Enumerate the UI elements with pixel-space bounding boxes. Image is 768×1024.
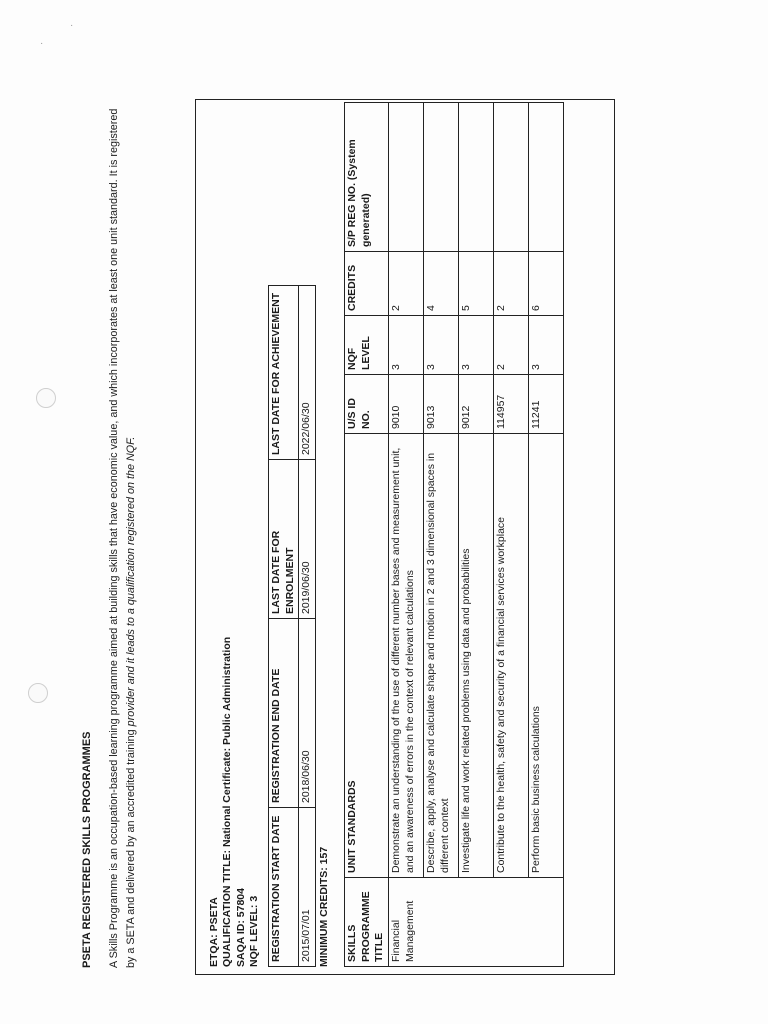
credits-cell: 2 [493,252,528,316]
credits-cell: 5 [458,252,493,316]
nqf-level-cell: 3 [388,316,423,375]
punch-hole [36,388,56,408]
credits-cell: 2 [388,252,423,316]
unit-standard-cell: Perform basic business calculations [528,434,563,878]
etqa-line: ETQA: PSETA [208,897,220,967]
rotated-document-page [80,90,680,990]
header-us-id: U/S ID NO. [345,375,389,434]
programme-frame [195,99,615,975]
page-title: PSETA REGISTERED SKILLS PROGRAMMES [81,731,93,968]
us-id-cell: 9013 [423,375,458,434]
sp-reg-no-cell [528,103,563,252]
registration-start-date: 2015/07/01 [299,808,316,967]
table-row [493,103,528,967]
header-registration-end-date: REGISTRATION END DATE [269,619,299,808]
unit-standards-table [344,102,564,967]
us-id-cell: 114957 [493,375,528,434]
credits-cell: 4 [423,252,458,316]
intro-paragraph [106,108,139,968]
credits-cell: 6 [528,252,563,316]
saqa-id-line: SAQA ID: 57804 [234,888,247,967]
qualification-meta [208,637,262,967]
table-row [528,103,563,967]
header-nqf-level: NQF LEVEL [345,316,389,375]
scan-speck: · [70,20,74,31]
minimum-credits: MINIMUM CREDITS: 157 [318,846,330,967]
sp-reg-no-cell [423,103,458,252]
header-credits: CREDITS [345,252,389,316]
header-last-date-achievement: LAST DATE FOR ACHIEVEMENT [269,286,299,460]
last-date-enrolment: 2019/06/30 [299,460,316,619]
header-skills-programme-title: SKILLS PROGRAMME TITLE [345,878,389,967]
nqf-level-cell: 2 [493,316,528,375]
registration-end-date: 2018/06/30 [299,619,316,808]
unit-standard-cell: Contribute to the health, safety and security of a financial services workplace [493,434,528,878]
registration-header-row [269,286,299,967]
us-id-cell: 9012 [458,375,493,434]
us-id-cell: 11241 [528,375,563,434]
sp-reg-no-cell [388,103,423,252]
sp-reg-no-cell [493,103,528,252]
nqf-level-line: NQF LEVEL: 3 [248,895,261,967]
nqf-level-cell: 3 [458,316,493,375]
intro-text: A Skills Programme is an occupation-based learning programme aimed at building skills that have economic value, and which incorporates at least one unit standard. It is registered by a SETA and delivered by an accredited training [108,108,137,968]
registration-table [268,285,316,967]
intro-text-italic: provider and it leads to a qualification registered on the NQF. [124,436,137,727]
header-unit-standards: UNIT STANDARDS [345,434,389,878]
unit-standard-cell: Investigate life and work related problems using data and probabilities [458,434,493,878]
header-last-date-enrolment: LAST DATE FOR ENROLMENT [269,460,299,619]
header-registration-start-date: REGISTRATION START DATE [269,808,299,967]
punch-hole [28,683,48,703]
table-row [458,103,493,967]
nqf-level-cell: 3 [528,316,563,375]
unit-standard-cell: Demonstrate an understanding of the use of different number bases and measurement unit, and an awareness of errors in the context of relevant calculations [388,434,423,878]
sp-reg-no-cell [458,103,493,252]
us-id-cell: 9010 [388,375,423,434]
table-row [388,103,423,967]
registration-value-row [299,286,316,967]
header-sp-reg-no: S/P REG NO. (System generated) [345,103,389,252]
scan-speck: · [40,38,44,49]
table-row [423,103,458,967]
nqf-level-cell: 3 [423,316,458,375]
qualification-title-line: QUALIFICATION TITLE: National Certificate: Public Administration [221,636,234,967]
programme-title-cell: Financial Management [388,878,563,967]
last-date-achievement: 2022/06/30 [299,286,316,460]
unit-standard-cell: Describe, apply, analyse and calculate shape and motion in 2 and 3 dimensional spaces in different context [423,434,458,878]
units-header-row [345,103,389,967]
